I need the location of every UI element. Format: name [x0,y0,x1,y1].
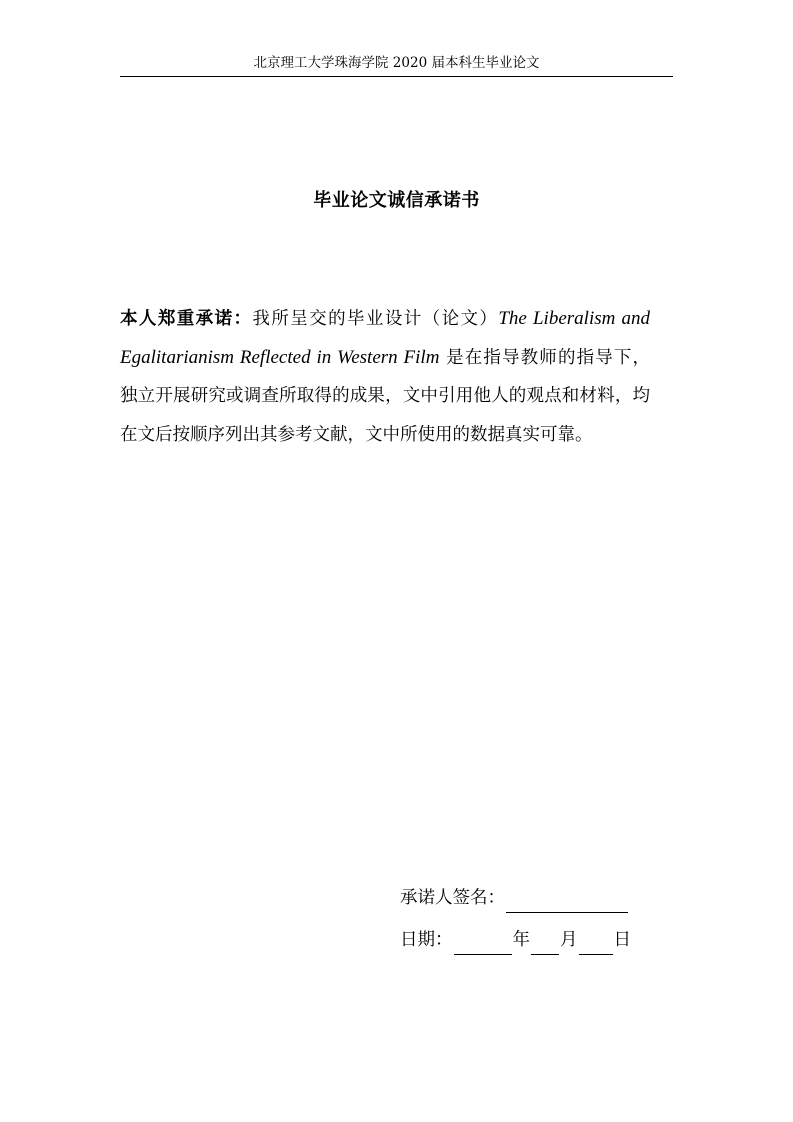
statement-part2: 是在指导教师的指导下，独立开展研究或调查所取得的成果，文中引用他人的观点和材料，均在文后按顺序列出其参考文献，文中所使用的数据真实可靠。 [120,347,650,445]
day-label: 日 [613,930,631,950]
month-blank[interactable] [531,932,559,955]
statement-part1: 我所呈交的毕业设计（论文） [252,309,499,329]
month-label: 月 [560,930,578,950]
header-text: 北京理工大学珠海学院 2020 届本科生毕业论文 [253,55,540,71]
running-header [120,54,673,77]
page-title: 毕业论文诚信承诺书 [313,190,480,211]
date-row [400,925,631,955]
year-label: 年 [512,930,530,950]
thesis-title: The Liberalism and Egalitarianism Reflected in Western Film [120,308,651,368]
signature-line[interactable] [506,890,628,913]
signer-row [400,883,629,913]
year-blank[interactable] [454,932,512,955]
statement-lead: 本人郑重承诺： [120,309,253,329]
pledge-statement [120,300,650,454]
signer-label: 承诺人签名： [400,888,505,908]
date-label: 日期： [400,930,453,950]
day-blank[interactable] [579,932,613,955]
